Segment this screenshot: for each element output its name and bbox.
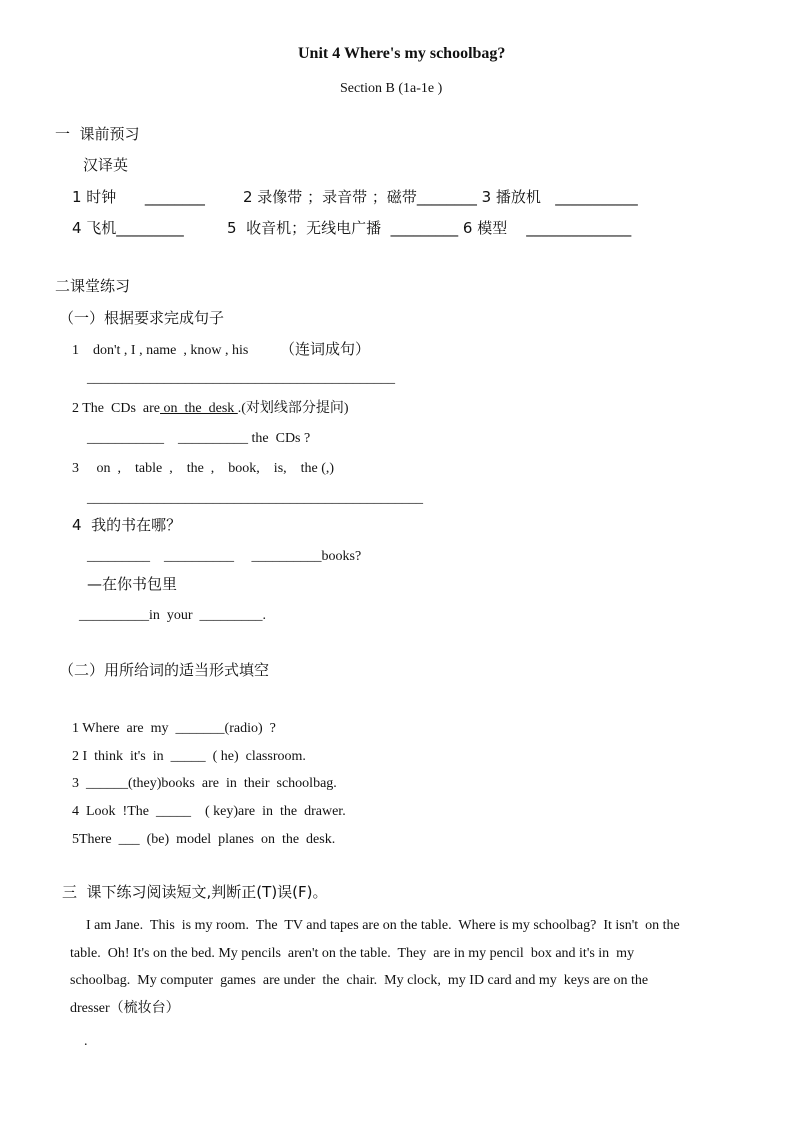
trailing-dot: . — [84, 1034, 88, 1049]
fill-item: 5There ___ (be) model planes on the desk. — [72, 832, 336, 847]
q4-chinese: 4 我的书在哪？ — [72, 516, 182, 534]
vocab-row2-b: 5 收音机；无线电广播 _________ 6 模型 ______________ — [227, 219, 632, 237]
q2-underlined-phrase: on the desk — [160, 401, 238, 416]
part1-heading: 一 课前预习 — [55, 125, 140, 143]
q4-blanks: _________ __________ __________books? — [87, 549, 362, 564]
part3-heading: 三 课下练习阅读短文,判断正(T)误(F)。 — [62, 883, 328, 901]
passage-line: I am Jane. This is my room. The TV and tapes are on the table. Where is my schoolbag? It isn't on the — [86, 918, 680, 933]
passage-line: schoolbag. My computer games are under the chair. My clock, my ID card and my keys are on the — [70, 973, 649, 988]
fill-item: 3 ______(they)books are in their schoolbag. — [72, 776, 337, 791]
vocab-row2-a: 4 飞机_________ — [72, 219, 184, 237]
part1-subheading: 汉译英 — [83, 156, 129, 174]
vocab-row1-a: 1 时钟 ________ — [72, 188, 205, 206]
part2-heading: 二课堂练习 — [55, 277, 131, 295]
q4-reply-chinese: —在你书包里 — [87, 575, 178, 593]
q4-reply-english: __________in your _________. — [79, 608, 267, 623]
passage-line: dresser（梳妆台） — [70, 1001, 180, 1016]
q1-words: 1 don't , I , name , know , his — [72, 343, 249, 358]
section1-heading: （一）根据要求完成句子 — [59, 309, 225, 327]
vocab-row1-b: 2 录像带 ；录音带 ；磁带________ 3 播放机 ___________ — [243, 188, 638, 206]
section2-heading: （二）用所给词的适当形式填空 — [59, 661, 270, 679]
fill-item: 2 I think it's in _____ ( he) classroom. — [72, 749, 306, 764]
page-subtitle: Section B (1a-1e ) — [340, 81, 443, 96]
q3-words: 3 on , table , the , book, is, the (,) — [72, 461, 335, 476]
fill-item: 1 Where are my _______(radio) ? — [72, 721, 276, 736]
page-title: Unit 4 Where's my schoolbag? — [298, 45, 506, 62]
q1-note: （连词成句） — [280, 340, 371, 358]
q1-answer-line: ____________________________________________ — [87, 371, 395, 386]
fill-item: 4 Look !The _____ ( key)are in the drawer. — [72, 804, 346, 819]
q3-answer-line: ________________________________________________ — [87, 491, 423, 506]
q2-sentence: 2 The CDs are on the desk .(对划线部分提问) — [72, 401, 349, 416]
q2-answer: ___________ __________ the CDs ? — [87, 431, 311, 446]
passage-line: table. Oh! It's on the bed. My pencils aren't on the table. They are in my pencil box and it's in my — [70, 946, 635, 961]
